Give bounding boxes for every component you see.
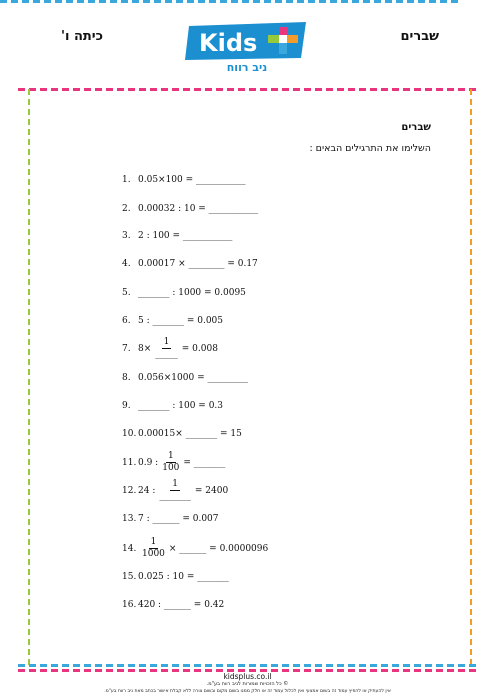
exercise-item: [122, 429, 242, 439]
fraction-denominator: _____: [155, 349, 178, 359]
fraction-numerator: 1: [150, 537, 157, 547]
exercise-item: [122, 373, 248, 383]
exercise-item: [122, 537, 268, 560]
instructions: השלימו את התרגילים הבאים :: [309, 143, 431, 154]
exercise-number: 11.: [122, 457, 137, 468]
site-url[interactable]: kidsplus.co.il: [223, 672, 272, 681]
exercise-item: [122, 451, 225, 474]
legal-text: אין להעתיק או להפיץ עמוד זה בשום אמצעי ואין לכלול עמוד זה או חלק ממנו בשום מקום ובשום צורה ללא קבלת אישור בכתב מאת ניב רווח בע"מ.: [104, 689, 391, 694]
exercise-number: 13.: [122, 514, 137, 524]
exercise-number: 3.: [122, 231, 131, 241]
exercise-expression-post: = _______: [183, 457, 226, 468]
fraction-numerator: 1: [163, 337, 170, 347]
exercise-item: [122, 337, 218, 360]
exercise-expression-post: × ______ = 0.0000096: [168, 543, 269, 554]
exercise-expression: 0.05×100 = ___________: [138, 175, 246, 185]
exercise-number: 16.: [122, 600, 137, 610]
exercise-expression: 5 : _______ = 0.005: [138, 316, 224, 326]
exercise-number: 12.: [122, 485, 137, 496]
exercise-expression: _______ : 100 = 0.3: [138, 401, 224, 411]
exercise-expression-pre: 8×: [138, 343, 152, 354]
exercise-number: 8.: [122, 373, 131, 383]
subject-title: שברים: [400, 29, 439, 44]
exercise-item: [122, 514, 219, 524]
fraction-numerator: 1: [167, 451, 174, 461]
exercise-expression: 420 : ______ = 0.42: [138, 600, 225, 610]
exercise-number: 2.: [122, 204, 131, 214]
exercise-expression: 0.00017 × ________ = 0.17: [138, 259, 258, 269]
exercise-expression: 2 : 100 = ___________: [138, 231, 233, 241]
exercise-number: 10.: [122, 429, 137, 439]
fraction: [153, 337, 180, 360]
page-frame: [28, 89, 472, 665]
exercise-number: 9.: [122, 401, 131, 411]
fraction-denominator: 1000: [142, 549, 165, 559]
grade-label: כיתה ו': [61, 29, 103, 44]
exercise-item: [122, 572, 229, 582]
exercise-item: [122, 288, 246, 298]
exercise-expression-post: = 2400: [194, 485, 229, 496]
exercise-expression: 0.025 : 10 = _______: [138, 572, 229, 582]
exercise-number: 14.: [122, 543, 137, 554]
exercise-item: [122, 259, 258, 269]
top-border-blue: [0, 0, 459, 3]
exercise-expression: 0.00015× _______ = 15: [138, 429, 242, 439]
logo-text: Kids: [199, 29, 258, 57]
exercise-expression-pre: 0.9 :: [138, 457, 159, 468]
exercise-expression-pre: 24 :: [138, 485, 156, 496]
exercise-item: [122, 316, 223, 326]
fraction: [157, 479, 193, 502]
fraction: [140, 537, 167, 560]
exercise-number: 15.: [122, 572, 137, 582]
exercise-item: [122, 204, 258, 214]
exercise-number: 5.: [122, 288, 131, 298]
kids-plus-logo: [185, 22, 310, 72]
exercise-item: [122, 175, 246, 185]
exercise-expression-post: = 0.008: [181, 343, 218, 354]
exercise-expression: _______ : 1000 = 0.0095: [138, 288, 246, 298]
exercise-number: 6.: [122, 316, 131, 326]
fraction-denominator: 100: [162, 463, 180, 473]
exercise-item: [122, 401, 223, 411]
exercise-item: [122, 600, 224, 610]
exercise-number: 4.: [122, 259, 131, 269]
section-title: שברים: [401, 122, 431, 133]
logo-subtitle: ניב רווח: [226, 61, 268, 72]
fraction: [160, 451, 181, 474]
exercise-number: 1.: [122, 175, 131, 185]
fraction-numerator: 1: [172, 479, 178, 489]
exercise-item: [122, 231, 232, 241]
exercise-item: [122, 479, 228, 502]
exercise-number: 7.: [122, 343, 131, 354]
exercise-expression: 7 : ______ = 0.007: [138, 514, 219, 524]
exercise-expression: 0.00032 : 10 = ___________: [138, 204, 259, 214]
copyright-text: © כל הזכויות שמורות לניב רווח בע"מ.: [206, 681, 289, 687]
bottom-border-blue: [18, 664, 477, 667]
exercise-expression: 0.056×1000 = _________: [138, 373, 248, 383]
fraction-denominator: _______: [159, 491, 191, 501]
